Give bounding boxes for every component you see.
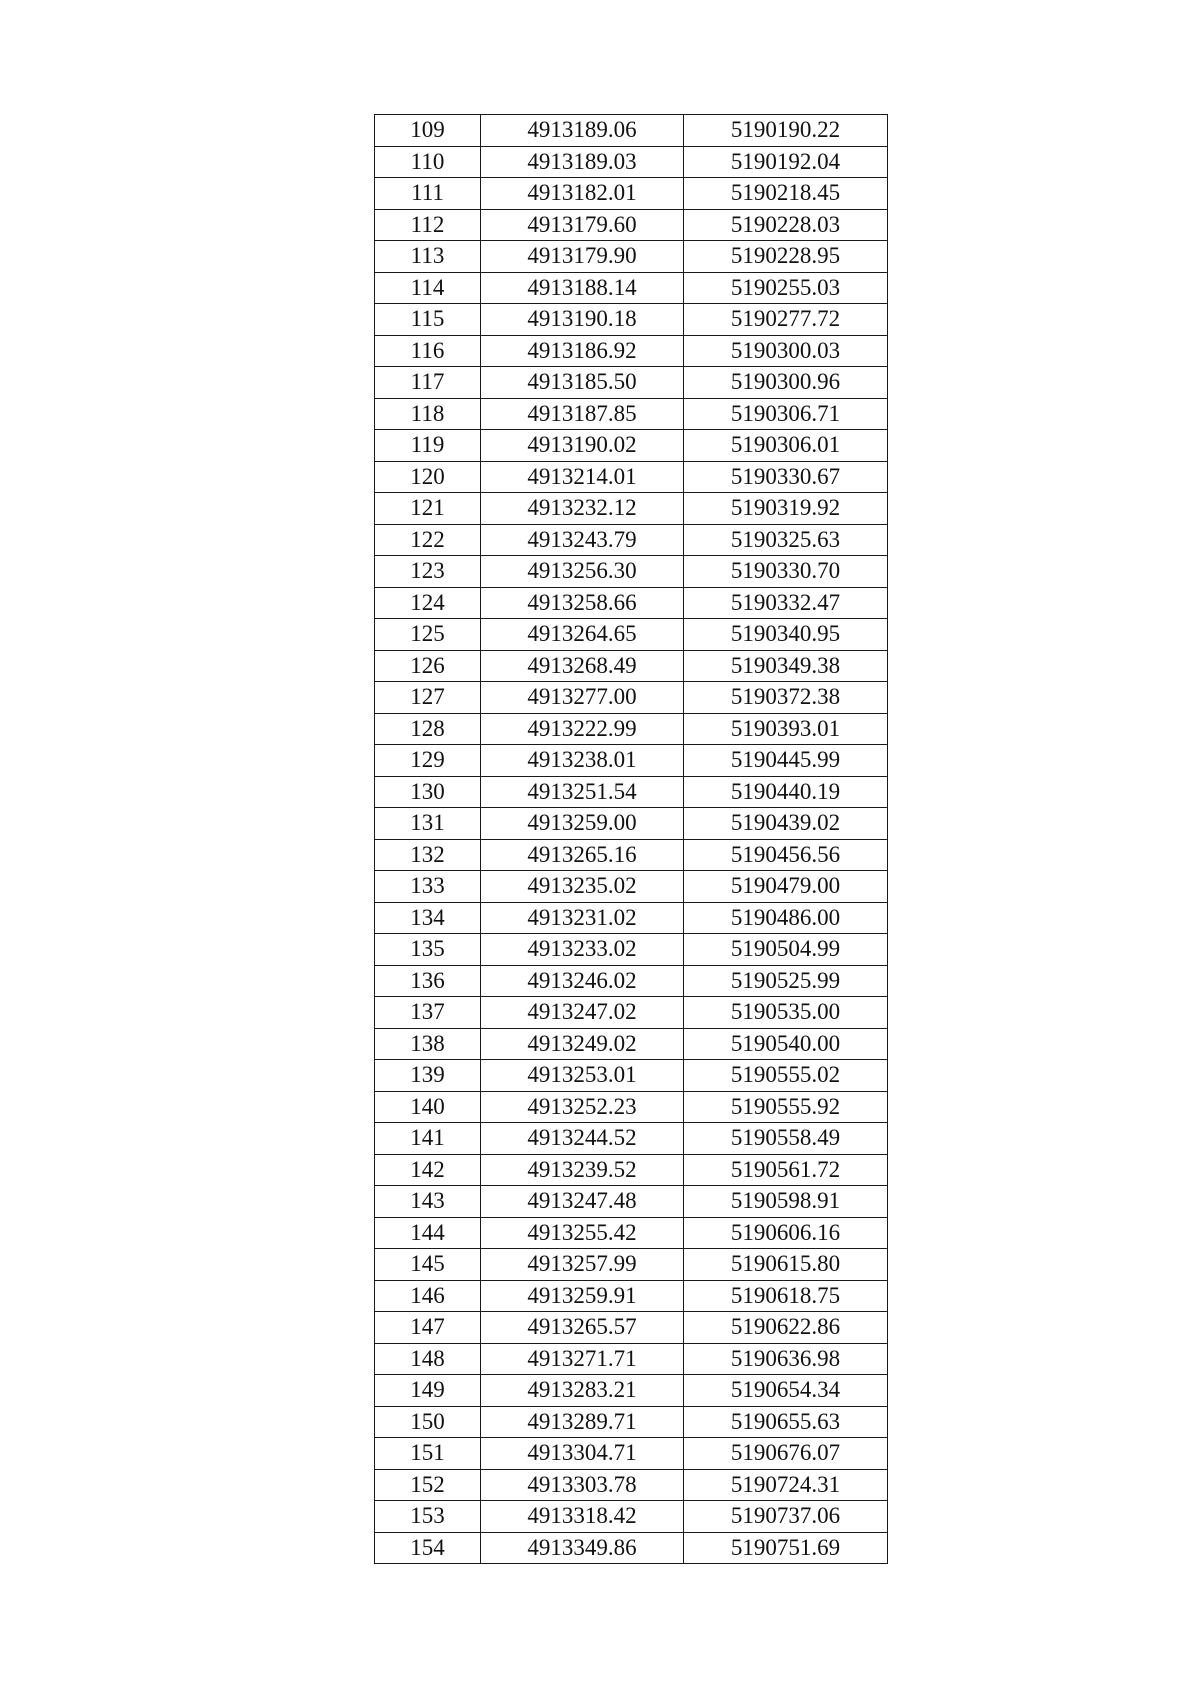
x-coordinate-cell: 4913249.02 bbox=[481, 1028, 684, 1060]
x-coordinate-cell: 4913188.14 bbox=[481, 272, 684, 304]
table-row bbox=[375, 839, 888, 871]
table-row bbox=[375, 146, 888, 178]
point-number-cell: 128 bbox=[375, 713, 481, 745]
point-number-cell: 147 bbox=[375, 1312, 481, 1344]
table-row bbox=[375, 1469, 888, 1501]
table-row bbox=[375, 1501, 888, 1533]
table-row bbox=[375, 1091, 888, 1123]
point-number-cell: 132 bbox=[375, 839, 481, 871]
point-number-cell: 123 bbox=[375, 556, 481, 588]
y-coordinate-cell: 5190330.67 bbox=[684, 461, 888, 493]
point-number-cell: 153 bbox=[375, 1501, 481, 1533]
point-number-cell: 118 bbox=[375, 398, 481, 430]
table-row bbox=[375, 367, 888, 399]
y-coordinate-cell: 5190325.63 bbox=[684, 524, 888, 556]
table-row bbox=[375, 650, 888, 682]
y-coordinate-cell: 5190535.00 bbox=[684, 997, 888, 1029]
point-number-cell: 122 bbox=[375, 524, 481, 556]
table-row bbox=[375, 493, 888, 525]
point-number-cell: 111 bbox=[375, 178, 481, 210]
table-row bbox=[375, 1280, 888, 1312]
table-row bbox=[375, 524, 888, 556]
point-number-cell: 110 bbox=[375, 146, 481, 178]
table-row bbox=[375, 272, 888, 304]
x-coordinate-cell: 4913233.02 bbox=[481, 934, 684, 966]
point-number-cell: 137 bbox=[375, 997, 481, 1029]
table-row bbox=[375, 1186, 888, 1218]
table-row bbox=[375, 965, 888, 997]
table-row bbox=[375, 1028, 888, 1060]
table-row bbox=[375, 178, 888, 210]
x-coordinate-cell: 4913304.71 bbox=[481, 1438, 684, 1470]
x-coordinate-cell: 4913187.85 bbox=[481, 398, 684, 430]
table-row bbox=[375, 430, 888, 462]
point-number-cell: 135 bbox=[375, 934, 481, 966]
point-number-cell: 115 bbox=[375, 304, 481, 336]
x-coordinate-cell: 4913277.00 bbox=[481, 682, 684, 714]
point-number-cell: 144 bbox=[375, 1217, 481, 1249]
table-row bbox=[375, 1312, 888, 1344]
point-number-cell: 112 bbox=[375, 209, 481, 241]
x-coordinate-cell: 4913252.23 bbox=[481, 1091, 684, 1123]
y-coordinate-cell: 5190228.03 bbox=[684, 209, 888, 241]
table-row bbox=[375, 398, 888, 430]
point-number-cell: 130 bbox=[375, 776, 481, 808]
y-coordinate-cell: 5190558.49 bbox=[684, 1123, 888, 1155]
point-number-cell: 134 bbox=[375, 902, 481, 934]
point-number-cell: 129 bbox=[375, 745, 481, 777]
x-coordinate-cell: 4913256.30 bbox=[481, 556, 684, 588]
point-number-cell: 152 bbox=[375, 1469, 481, 1501]
y-coordinate-cell: 5190654.34 bbox=[684, 1375, 888, 1407]
point-number-cell: 138 bbox=[375, 1028, 481, 1060]
table-row bbox=[375, 1217, 888, 1249]
y-coordinate-cell: 5190636.98 bbox=[684, 1343, 888, 1375]
y-coordinate-cell: 5190751.69 bbox=[684, 1532, 888, 1564]
y-coordinate-cell: 5190192.04 bbox=[684, 146, 888, 178]
point-number-cell: 148 bbox=[375, 1343, 481, 1375]
x-coordinate-cell: 4913349.86 bbox=[481, 1532, 684, 1564]
y-coordinate-cell: 5190190.22 bbox=[684, 115, 888, 147]
y-coordinate-cell: 5190393.01 bbox=[684, 713, 888, 745]
y-coordinate-cell: 5190486.00 bbox=[684, 902, 888, 934]
y-coordinate-cell: 5190676.07 bbox=[684, 1438, 888, 1470]
x-coordinate-cell: 4913255.42 bbox=[481, 1217, 684, 1249]
table-row bbox=[375, 934, 888, 966]
table-row bbox=[375, 587, 888, 619]
table-row bbox=[375, 556, 888, 588]
y-coordinate-cell: 5190319.92 bbox=[684, 493, 888, 525]
table-row bbox=[375, 1060, 888, 1092]
x-coordinate-cell: 4913238.01 bbox=[481, 745, 684, 777]
point-number-cell: 146 bbox=[375, 1280, 481, 1312]
x-coordinate-cell: 4913258.66 bbox=[481, 587, 684, 619]
y-coordinate-cell: 5190724.31 bbox=[684, 1469, 888, 1501]
table-row bbox=[375, 745, 888, 777]
y-coordinate-cell: 5190737.06 bbox=[684, 1501, 888, 1533]
x-coordinate-cell: 4913271.71 bbox=[481, 1343, 684, 1375]
y-coordinate-cell: 5190445.99 bbox=[684, 745, 888, 777]
x-coordinate-cell: 4913246.02 bbox=[481, 965, 684, 997]
y-coordinate-cell: 5190228.95 bbox=[684, 241, 888, 273]
x-coordinate-cell: 4913289.71 bbox=[481, 1406, 684, 1438]
x-coordinate-cell: 4913235.02 bbox=[481, 871, 684, 903]
y-coordinate-cell: 5190218.45 bbox=[684, 178, 888, 210]
point-number-cell: 154 bbox=[375, 1532, 481, 1564]
x-coordinate-cell: 4913179.60 bbox=[481, 209, 684, 241]
table-row bbox=[375, 1249, 888, 1281]
y-coordinate-cell: 5190504.99 bbox=[684, 934, 888, 966]
x-coordinate-cell: 4913189.03 bbox=[481, 146, 684, 178]
y-coordinate-cell: 5190456.56 bbox=[684, 839, 888, 871]
table-row bbox=[375, 902, 888, 934]
point-number-cell: 139 bbox=[375, 1060, 481, 1092]
x-coordinate-cell: 4913186.92 bbox=[481, 335, 684, 367]
x-coordinate-cell: 4913243.79 bbox=[481, 524, 684, 556]
point-number-cell: 124 bbox=[375, 587, 481, 619]
y-coordinate-cell: 5190330.70 bbox=[684, 556, 888, 588]
x-coordinate-cell: 4913257.99 bbox=[481, 1249, 684, 1281]
point-number-cell: 142 bbox=[375, 1154, 481, 1186]
point-number-cell: 140 bbox=[375, 1091, 481, 1123]
table-row bbox=[375, 713, 888, 745]
table-row bbox=[375, 304, 888, 336]
x-coordinate-cell: 4913265.16 bbox=[481, 839, 684, 871]
point-number-cell: 126 bbox=[375, 650, 481, 682]
y-coordinate-cell: 5190439.02 bbox=[684, 808, 888, 840]
point-number-cell: 119 bbox=[375, 430, 481, 462]
point-number-cell: 150 bbox=[375, 1406, 481, 1438]
y-coordinate-cell: 5190540.00 bbox=[684, 1028, 888, 1060]
table-row bbox=[375, 1438, 888, 1470]
x-coordinate-cell: 4913303.78 bbox=[481, 1469, 684, 1501]
x-coordinate-cell: 4913268.49 bbox=[481, 650, 684, 682]
x-coordinate-cell: 4913318.42 bbox=[481, 1501, 684, 1533]
x-coordinate-cell: 4913222.99 bbox=[481, 713, 684, 745]
table-row bbox=[375, 241, 888, 273]
y-coordinate-cell: 5190277.72 bbox=[684, 304, 888, 336]
coordinates-table-body bbox=[375, 115, 888, 1564]
point-number-cell: 136 bbox=[375, 965, 481, 997]
x-coordinate-cell: 4913253.01 bbox=[481, 1060, 684, 1092]
x-coordinate-cell: 4913264.65 bbox=[481, 619, 684, 651]
point-number-cell: 120 bbox=[375, 461, 481, 493]
table-row bbox=[375, 1123, 888, 1155]
y-coordinate-cell: 5190618.75 bbox=[684, 1280, 888, 1312]
y-coordinate-cell: 5190615.80 bbox=[684, 1249, 888, 1281]
y-coordinate-cell: 5190300.96 bbox=[684, 367, 888, 399]
x-coordinate-cell: 4913182.01 bbox=[481, 178, 684, 210]
table-row bbox=[375, 1154, 888, 1186]
x-coordinate-cell: 4913247.02 bbox=[481, 997, 684, 1029]
table-row bbox=[375, 808, 888, 840]
y-coordinate-cell: 5190349.38 bbox=[684, 650, 888, 682]
y-coordinate-cell: 5190440.19 bbox=[684, 776, 888, 808]
y-coordinate-cell: 5190525.99 bbox=[684, 965, 888, 997]
point-number-cell: 145 bbox=[375, 1249, 481, 1281]
y-coordinate-cell: 5190606.16 bbox=[684, 1217, 888, 1249]
x-coordinate-cell: 4913179.90 bbox=[481, 241, 684, 273]
x-coordinate-cell: 4913265.57 bbox=[481, 1312, 684, 1344]
point-number-cell: 113 bbox=[375, 241, 481, 273]
point-number-cell: 133 bbox=[375, 871, 481, 903]
coordinates-table bbox=[374, 114, 888, 1564]
point-number-cell: 149 bbox=[375, 1375, 481, 1407]
table-row bbox=[375, 1406, 888, 1438]
y-coordinate-cell: 5190255.03 bbox=[684, 272, 888, 304]
y-coordinate-cell: 5190306.01 bbox=[684, 430, 888, 462]
table-row bbox=[375, 776, 888, 808]
y-coordinate-cell: 5190555.92 bbox=[684, 1091, 888, 1123]
x-coordinate-cell: 4913214.01 bbox=[481, 461, 684, 493]
point-number-cell: 131 bbox=[375, 808, 481, 840]
point-number-cell: 116 bbox=[375, 335, 481, 367]
point-number-cell: 121 bbox=[375, 493, 481, 525]
table-row bbox=[375, 682, 888, 714]
point-number-cell: 117 bbox=[375, 367, 481, 399]
table-row bbox=[375, 997, 888, 1029]
point-number-cell: 141 bbox=[375, 1123, 481, 1155]
y-coordinate-cell: 5190598.91 bbox=[684, 1186, 888, 1218]
point-number-cell: 114 bbox=[375, 272, 481, 304]
x-coordinate-cell: 4913232.12 bbox=[481, 493, 684, 525]
y-coordinate-cell: 5190340.95 bbox=[684, 619, 888, 651]
point-number-cell: 125 bbox=[375, 619, 481, 651]
x-coordinate-cell: 4913259.91 bbox=[481, 1280, 684, 1312]
table-row bbox=[375, 335, 888, 367]
point-number-cell: 127 bbox=[375, 682, 481, 714]
table-row bbox=[375, 1375, 888, 1407]
table-row bbox=[375, 1343, 888, 1375]
point-number-cell: 109 bbox=[375, 115, 481, 147]
x-coordinate-cell: 4913190.18 bbox=[481, 304, 684, 336]
table-row bbox=[375, 461, 888, 493]
y-coordinate-cell: 5190332.47 bbox=[684, 587, 888, 619]
x-coordinate-cell: 4913239.52 bbox=[481, 1154, 684, 1186]
x-coordinate-cell: 4913247.48 bbox=[481, 1186, 684, 1218]
point-number-cell: 143 bbox=[375, 1186, 481, 1218]
table-row bbox=[375, 871, 888, 903]
y-coordinate-cell: 5190655.63 bbox=[684, 1406, 888, 1438]
y-coordinate-cell: 5190561.72 bbox=[684, 1154, 888, 1186]
x-coordinate-cell: 4913190.02 bbox=[481, 430, 684, 462]
table-row bbox=[375, 619, 888, 651]
y-coordinate-cell: 5190479.00 bbox=[684, 871, 888, 903]
y-coordinate-cell: 5190306.71 bbox=[684, 398, 888, 430]
y-coordinate-cell: 5190372.38 bbox=[684, 682, 888, 714]
y-coordinate-cell: 5190300.03 bbox=[684, 335, 888, 367]
y-coordinate-cell: 5190622.86 bbox=[684, 1312, 888, 1344]
x-coordinate-cell: 4913259.00 bbox=[481, 808, 684, 840]
point-number-cell: 151 bbox=[375, 1438, 481, 1470]
x-coordinate-cell: 4913244.52 bbox=[481, 1123, 684, 1155]
y-coordinate-cell: 5190555.02 bbox=[684, 1060, 888, 1092]
table-row bbox=[375, 115, 888, 147]
x-coordinate-cell: 4913231.02 bbox=[481, 902, 684, 934]
x-coordinate-cell: 4913185.50 bbox=[481, 367, 684, 399]
x-coordinate-cell: 4913283.21 bbox=[481, 1375, 684, 1407]
table-row bbox=[375, 209, 888, 241]
table-row bbox=[375, 1532, 888, 1564]
x-coordinate-cell: 4913189.06 bbox=[481, 115, 684, 147]
x-coordinate-cell: 4913251.54 bbox=[481, 776, 684, 808]
